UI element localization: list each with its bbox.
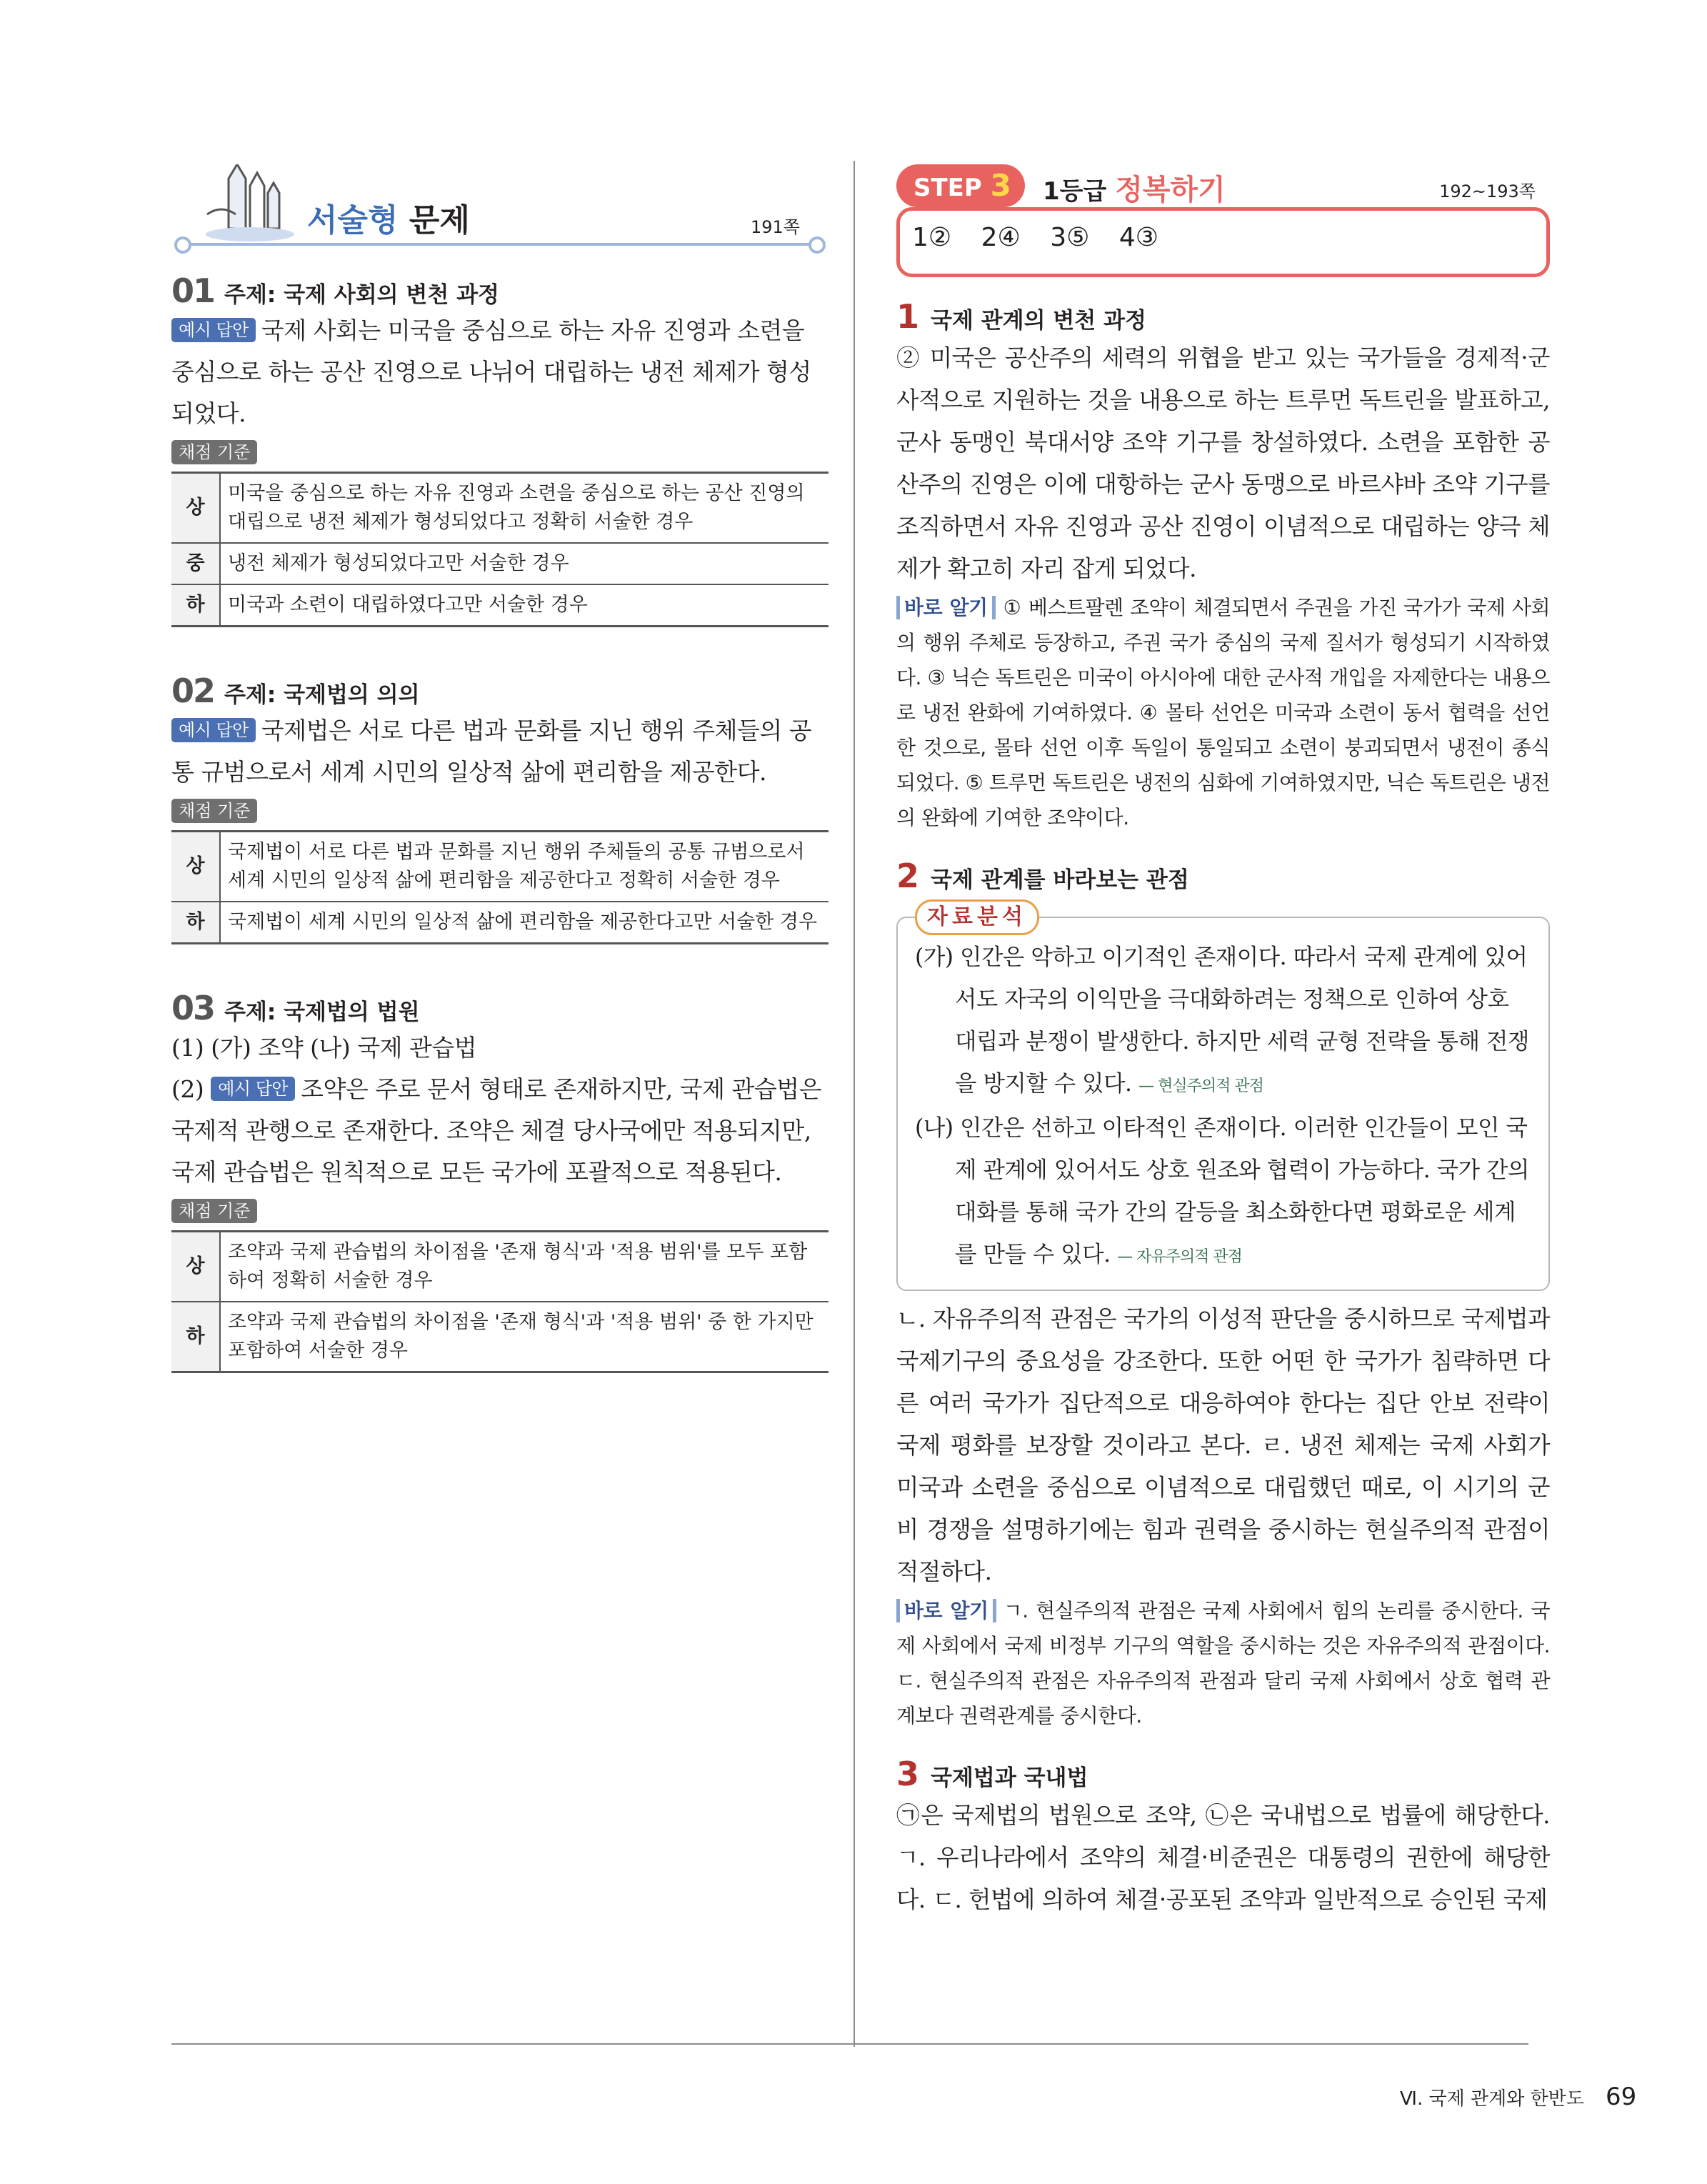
step-header xyxy=(896,157,1550,279)
page-reference: 191쪽 xyxy=(751,217,800,237)
criteria-cell: 미국과 소련이 대립하였다고만 서술한 경우 xyxy=(220,584,829,627)
explanation-number: 2 xyxy=(896,857,920,895)
grade-cell: 하 xyxy=(171,902,220,944)
explanation-3 xyxy=(896,1755,1550,1921)
criteria-table xyxy=(171,830,829,944)
question-02 xyxy=(171,672,829,944)
explanation-text: ㄴ. 자유주의적 관점은 국가의 이성적 판단을 중시하므로 국제법과 국제기구의 중요성을 강조한다. 또한 어떤 한 국가가 침략하면 다른 여러 국가가 집단적으로 대응하여야 한다는 집단 안보 전략이 국제 평화를 보장할 것이라고 본다. ㄹ. 냉전 체제는 국제 사회가 미국과 소련을 중심으로 이념적으로 대립했던 때로, 이 시기의 군비 경쟁을 설명하기에는 힘과 권력을 중시하는 현실주의적 관점이 적절하다. xyxy=(896,1305,1550,1585)
question-topic: 주제: 국제법의 법원 xyxy=(224,999,420,1025)
essay-section-title: 서술형 문제 xyxy=(307,202,470,239)
criteria-table xyxy=(171,1230,829,1373)
criteria-cell: 조약과 국제 관습법의 차이점을 '존재 형식'과 '적용 범위' 중 한 가지만 포함하여 서술한 경우 xyxy=(220,1302,829,1372)
explanation-topic: 국제 관계의 변천 과정 xyxy=(931,308,1146,334)
explanation-1 xyxy=(896,297,1550,835)
criteria-badge: 채점 기준 xyxy=(171,799,257,823)
example-answer-badge: 예시 답안 xyxy=(211,1077,295,1101)
pencil-illustration-icon xyxy=(200,164,300,243)
data-analysis-box xyxy=(896,904,1550,1291)
table-row xyxy=(171,1302,829,1372)
answer-text: 예시 답안 국제법은 서로 다른 법과 문화를 지닌 행위 주체들의 공통 규범으로서 세계 시민의 일상적 삶에 편리함을 제공한다. xyxy=(171,717,812,786)
question-topic: 주제: 국제법의 의의 xyxy=(224,682,420,708)
column-divider xyxy=(854,161,855,2047)
question-number: 02 xyxy=(171,672,215,710)
criteria-cell: 국제법이 서로 다른 법과 문화를 지닌 행위 주체들의 공통 규범으로서 세계 시민의 일상적 삶에 편리함을 제공한다고 정확히 서술한 경우 xyxy=(220,832,829,902)
view-label: — 현실주의적 관점 xyxy=(1138,1077,1263,1095)
grade-cell: 하 xyxy=(171,1302,220,1372)
data-analysis-tag: 자료분석 xyxy=(915,899,1039,935)
chapter-label: Ⅵ. 국제 관계와 한반도 xyxy=(1400,2088,1584,2110)
criteria-cell: 국제법이 세계 시민의 일상적 삶에 편리함을 제공한다고만 서술한 경우 xyxy=(220,902,829,944)
criteria-cell: 조약과 국제 관습법의 차이점을 '존재 형식'과 '적용 범위'를 모두 포함하여 정확히 서술한 경우 xyxy=(220,1232,829,1302)
explanation-text: ② 미국은 공산주의 세력의 위협을 받고 있는 국가들을 경제적·군사적으로 지원하는 것을 내용으로 하는 트루먼 독트린을 발표하고, 군사 동맹인 북대서양 조약 기구를 창설하였다. 소련을 포함한 공산주의 진영은 이에 대항하는 군사 동맹으로 바르샤바 조약 기구를 조직하면서 자유 진영과 공산 진영이 이념적으로 대립하는 양극 체제가 확고히 자리 잡게 되었다. xyxy=(896,344,1550,582)
question-03 xyxy=(171,989,829,1373)
explanation-topic: 국제법과 국내법 xyxy=(931,1765,1088,1791)
grade-cell: 상 xyxy=(171,832,220,902)
page-footer xyxy=(1400,2083,1636,2111)
header-rule xyxy=(179,243,821,246)
essay-section-header xyxy=(171,157,829,264)
page-number: 69 xyxy=(1605,2083,1637,2111)
page-reference: 192~193쪽 xyxy=(1439,181,1536,201)
table-row xyxy=(171,473,829,544)
step-tab: STEP 3 xyxy=(896,164,1025,207)
correction-label: 바로 알기 xyxy=(896,1599,996,1622)
criteria-badge: 채점 기준 xyxy=(171,1199,257,1223)
table-row xyxy=(171,832,829,902)
question-number: 03 xyxy=(171,989,215,1027)
explanation-2 xyxy=(896,857,1550,1733)
grade-cell: 중 xyxy=(171,543,220,584)
left-column xyxy=(171,157,829,1373)
table-row xyxy=(171,1232,829,1302)
answer-line-1: (1) (가) 조약 (나) 국제 관습법 xyxy=(171,1034,477,1062)
criteria-cell: 미국을 중심으로 하는 자유 진영과 소련을 중심으로 하는 공산 진영의 대립으로 냉전 체제가 형성되었다고 정확히 서술한 경우 xyxy=(220,473,829,544)
criteria-cell: 냉전 체제가 형성되었다고만 서술한 경우 xyxy=(220,543,829,584)
grade-cell: 상 xyxy=(171,473,220,544)
right-column xyxy=(896,157,1550,1921)
passage-na: (나) 인간은 선하고 이타적인 존재이다. 이러한 인간들이 모인 국제 관계에 있어서도 상호 원조와 협력이 가능하다. 국가 간의 대화를 통해 국가 간의 갈등을 최소화한다면 평화로운 세계를 만들 수 있다. — 자유주의적 관점 xyxy=(915,1115,1529,1267)
example-answer-badge: 예시 답안 xyxy=(171,718,256,742)
bottom-rule xyxy=(171,2043,1528,2045)
explanation-number: 1 xyxy=(896,297,920,336)
explanation-text: ㉠은 국제법의 법원으로 조약, ㉡은 국내법으로 법률에 해당한다. ㄱ. 우리나라에서 조약의 체결·비준권은 대통령의 권한에 해당한다. ㄷ. 헌법에 의하여 체결·공포된 조약과 일반적으로 승인된 국제 xyxy=(896,1802,1550,1913)
criteria-badge: 채점 기준 xyxy=(171,440,257,464)
answer-text: (2) 예시 답안 조약은 주로 문서 형태로 존재하지만, 국제 관습법은 국제적 관행으로 존재한다. 조약은 체결 당사국에만 적용되지만, 국제 관습법은 원칙적으로 모든 국가에 포괄적으로 적용된다. xyxy=(171,1075,821,1186)
passage-ga: (가) 인간은 악하고 이기적인 존재이다. 따라서 국제 관계에 있어서도 자국의 이익만을 극대화하려는 정책으로 인하여 상호 대립과 분쟁이 발생한다. 하지만 세력 균형 전략을 통해 전쟁을 방지할 수 있다. — 현실주의적 관점 xyxy=(915,944,1529,1097)
view-label: — 자유주의적 관점 xyxy=(1117,1248,1242,1266)
grade-cell: 상 xyxy=(171,1232,220,1302)
grade-cell: 하 xyxy=(171,584,220,627)
explanation-topic: 국제 관계를 바라보는 관점 xyxy=(931,867,1189,893)
table-row xyxy=(171,584,829,627)
table-row xyxy=(171,543,829,584)
question-topic: 주제: 국제 사회의 변천 과정 xyxy=(224,282,499,308)
correction-note: 바로 알기 ① 베스트팔렌 조약이 체결되면서 주권을 가진 국가가 국제 사회의 행위 주체로 등장하고, 주권 국가 중심의 국제 질서가 형성되기 시작하였다. ③ 닉슨 독트린은 미국이 아시아에 대한 군사적 개입을 자제한다는 내용으로 냉전 완화에 기여하였다. ④ 몰타 선언은 미국과 소련이 동서 협력을 선언한 것으로, 몰타 선언 이후 독일이 통일되고 소련이 붕괴되면서 냉전이 종식되었다. ⑤ 트루먼 독트린은 냉전의 심화에 기여하였지만, 닉슨 독트린은 냉전의 완화에 기여한 조약이다. xyxy=(896,596,1550,829)
correction-label: 바로 알기 xyxy=(896,596,996,619)
answer-key: 1② 2④ 3⑤ 4③ xyxy=(912,223,1159,252)
answer-text: 예시 답안 국제 사회는 미국을 중심으로 하는 자유 진영과 소련을 중심으로 하는 공산 진영으로 나뉘어 대립하는 냉전 체제가 형성되었다. xyxy=(171,316,811,427)
correction-note: 바로 알기 ㄱ. 현실주의적 관점은 국제 사회에서 힘의 논리를 중시한다. 국제 사회에서 국제 비정부 기구의 역할을 중시하는 것은 자유주의적 관점이다. ㄷ. 현실주의적 관점은 자유주의적 관점과 달리 국제 사회에서 상호 협력 관계보다 권력관계를 중시한다. xyxy=(896,1599,1550,1727)
step-title: 1등급 정복하기 xyxy=(1043,174,1226,206)
table-row xyxy=(171,902,829,944)
question-number: 01 xyxy=(171,271,215,310)
criteria-table xyxy=(171,472,829,627)
question-01 xyxy=(171,271,829,627)
example-answer-badge: 예시 답안 xyxy=(171,318,256,342)
explanation-number: 3 xyxy=(896,1755,920,1793)
